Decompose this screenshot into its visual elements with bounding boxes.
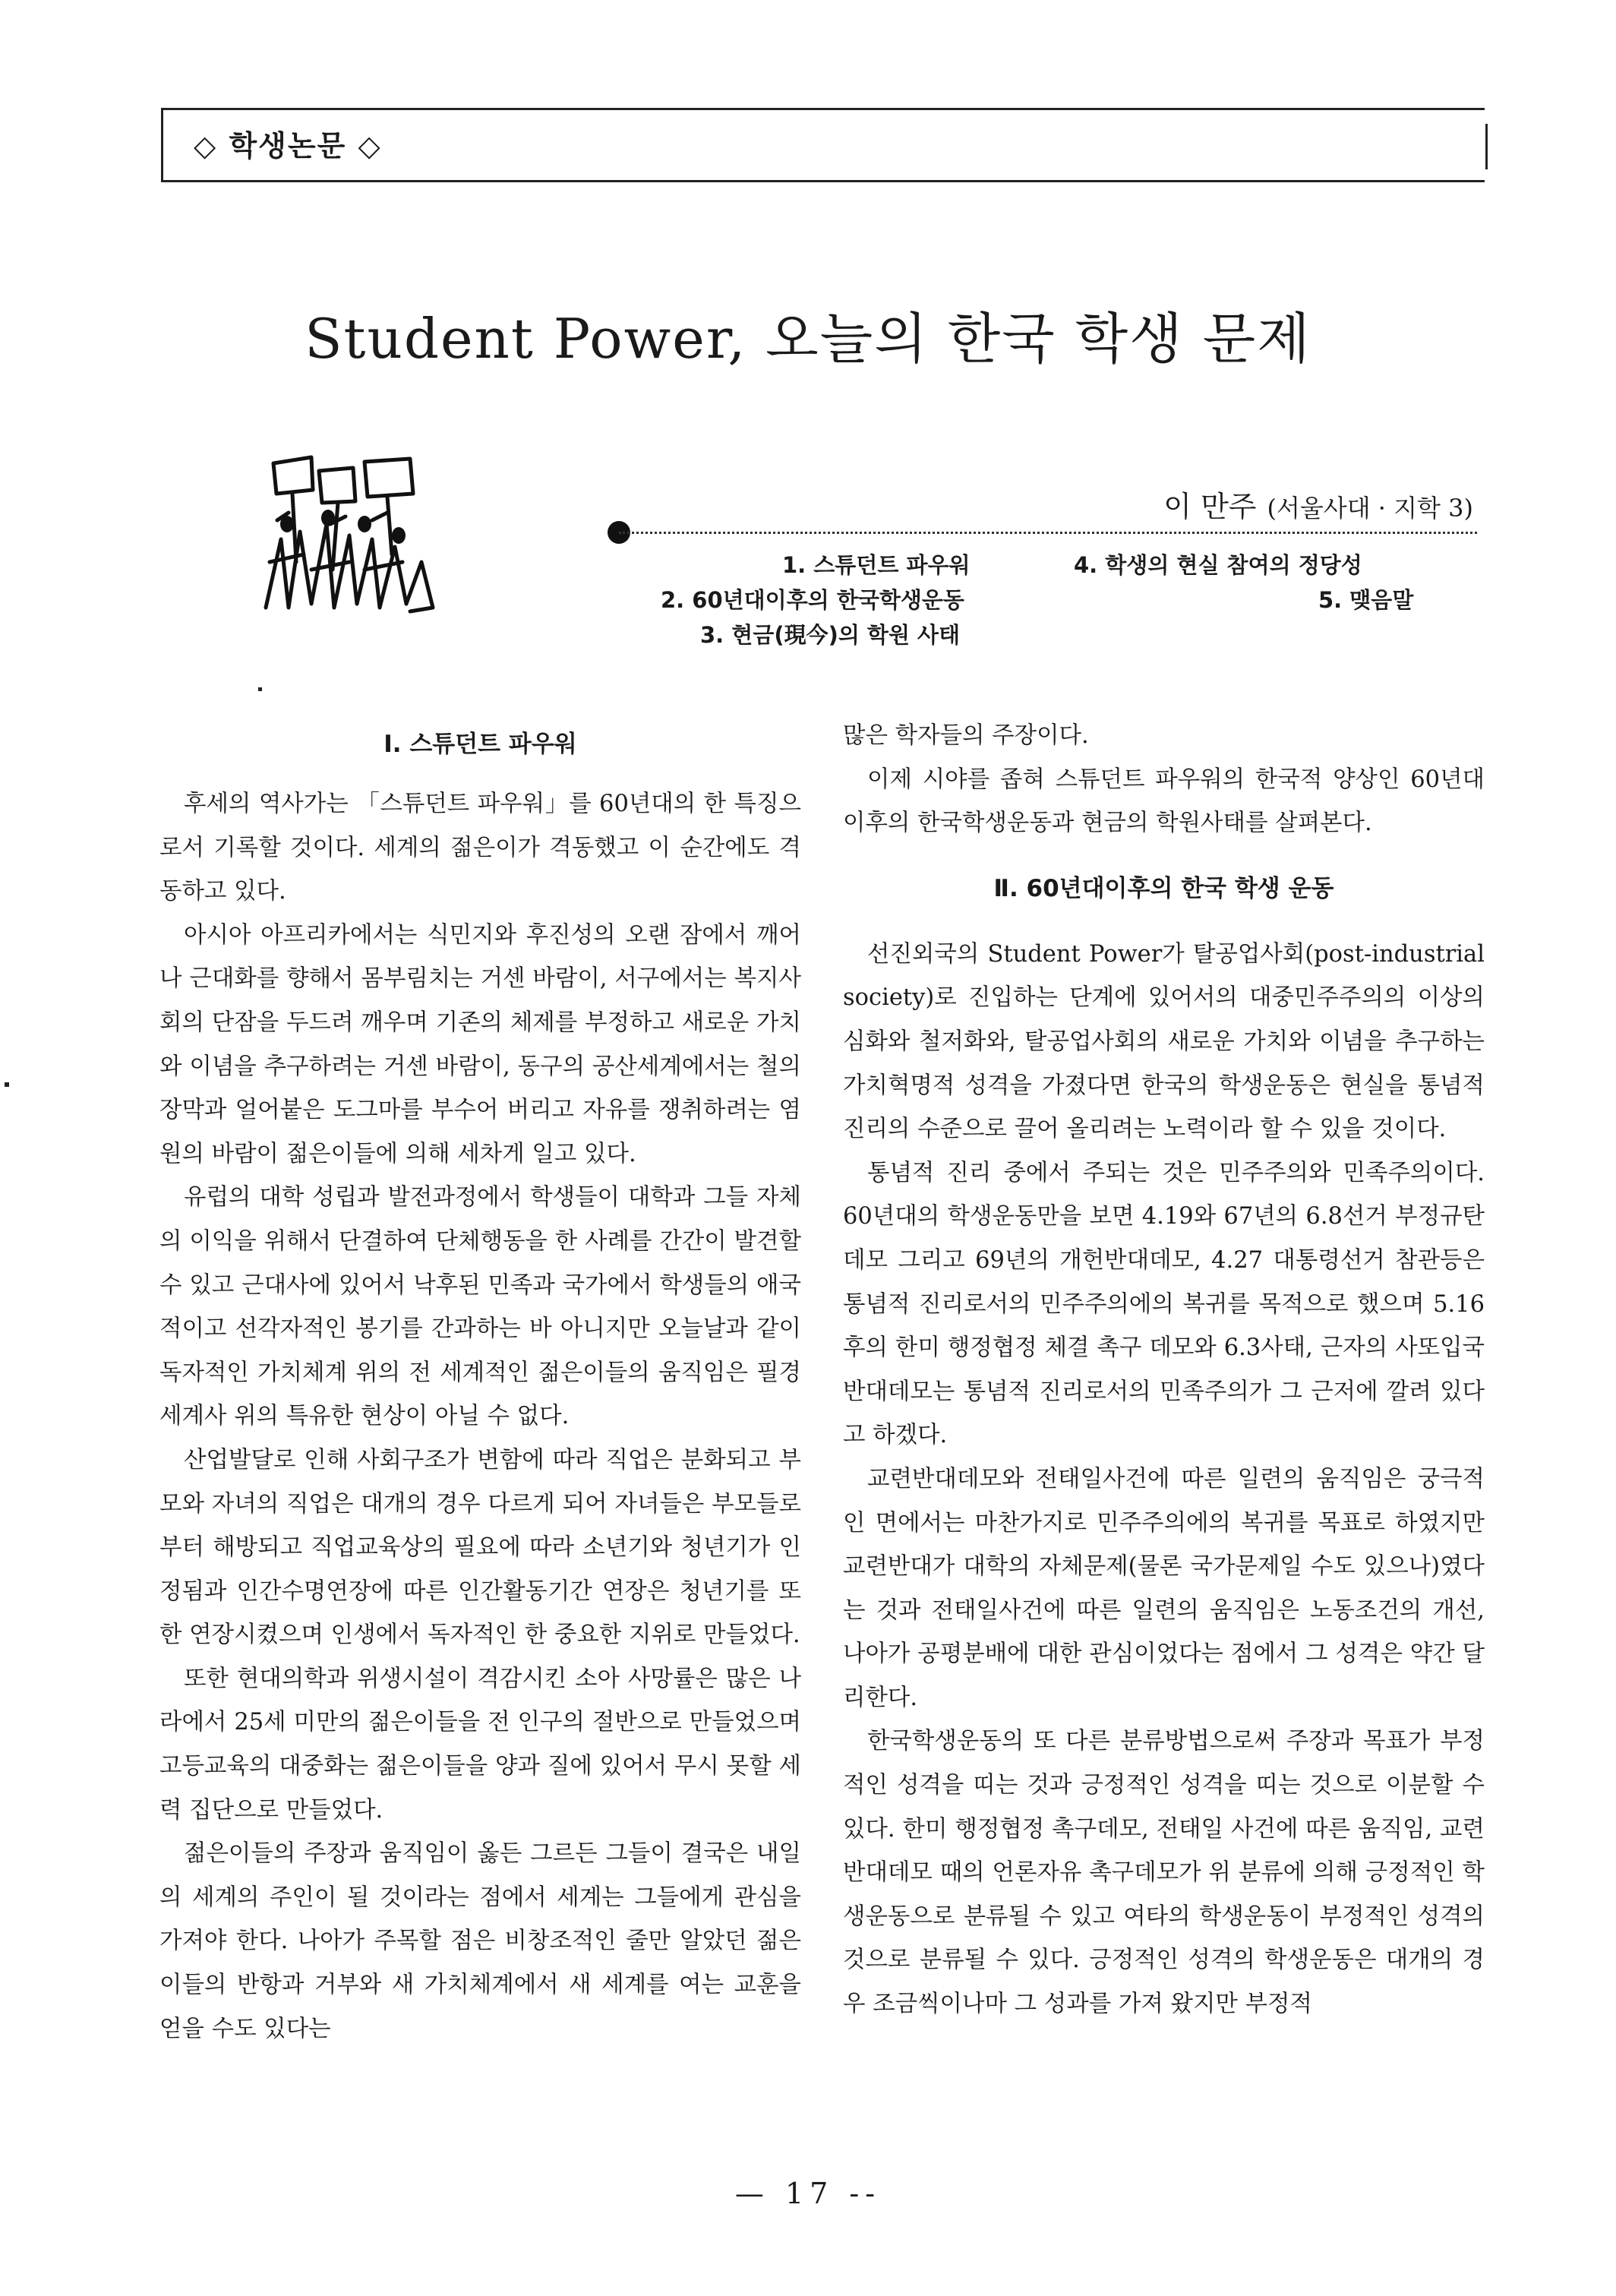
toc-item-2: 2. 60년대이후의 한국학생운동 [661,587,964,613]
toc-item-4: 4. 학생의 현실 참여의 정당성 [1074,552,1362,578]
body-paragraph: 젊은이들의 주장과 움직임이 옳든 그르든 그들이 결국은 내일의 세계의 주인이 될 것이라는 점에서 세계는 그들에게 관심을 가져야 한다. 나아가 주목할 점은 비창조적인 줄만 알았던 젊은이들의 반항과 거부와 새 가치체계에서 새 세계를 여는 교훈을 얻을 수도 있다는 [159,1840,801,2042]
header-border-tick [1485,124,1488,169]
body-paragraph: 산업발달로 인해 사회구조가 변함에 따라 직업은 분화되고 부모와 자녀의 직업은 대개의 경우 다르게 되어 자녀들은 부모들로부터 해방되고 직업교육상의 필요에 따라 소년기와 청년기가 인정됨과 인간수명연장에 따른 인간활동기간 연장은 청년기를 또한 연장시켰으며 인생에서 독자적인 한 중요한 지위로 만들었다. [159,1446,801,1649]
section-heading-2: Ⅱ. 60년대이후의 한국 학생 운동 [993,874,1334,902]
protest-sketch-illustration [258,448,440,623]
body-paragraph: 이제 시야를 좁혀 스튜던트 파우워의 한국적 양상인 60년대 이후의 한국학생운동과 현금의 학원사태를 살펴본다. [843,766,1485,837]
toc-dotted-rule [619,532,1477,534]
body-paragraph: 유럽의 대학 성립과 발전과정에서 학생들이 대학과 그들 자체의 이익을 위해서 단결하여 단체행동을 한 사례를 간간이 발견할 수 있고 근대사에 있어서 낙후된 민족과 국가에서 학생들의 애국적이고 선각자적인 봉기를 간과하는 바 아니지만 오늘날과 같이 독자적인 가치체계 위의 전 세계적인 젊은이들의 움직임은 필경 세계사 위의 특유한 현상이 아닐 수 없다. [159,1184,801,1430]
author-affiliation: (서울사대 · 지학 3) [1267,494,1473,523]
page-number: — 17 -- [734,2177,882,2210]
body-paragraph: 한국학생운동의 또 다른 분류방법으로써 주장과 목표가 부정적인 성격을 띠는 것과 긍정적인 성격을 띠는 것으로 이분할 수 있다. 한미 행정협정 촉구데모, 전태일 사건에 따른 움직임, 교련반대데모 때의 언론자유 촉구데모가 위 분류에 의해 긍정적인 학생운동으로 분류될 수 있고 여타의 학생운동이 부정적인 성격의 것으로 분류될 수 있다. 긍정적인 성격의 학생운동은 대개의 경우 조금씩이나마 그 성과를 가져 왔지만 부정적 [843,1728,1485,2018]
author-name: 이 만주 [1163,490,1257,523]
section-heading-1: Ⅰ. 스튜던트 파우워 [383,731,577,758]
body-paragraph: 통념적 진리 중에서 주되는 것은 민주주의와 민족주의이다. 60년대의 학생운동만을 보면 4.19와 67년의 6.8선거 부정규탄데모 그리고 69년의 개헌반대데모, 4.27 대통령선거 참관등은 통념적 진리로서의 민주주의에의 복귀를 목적으로 했으며 5.16후의 한미 행정협정 체결 촉구 데모와 6.3사태, 근자의 사또입국반대데모는 통념적 진리로서의 민족주의가 그 근저에 깔려 있다고 하겠다. [843,1159,1485,1449]
right-column [843,714,1485,2026]
body-paragraph: 후세의 역사가는 「스튜던트 파우워」를 60년대의 한 특징으로서 기록할 것이다. 세계의 젊은이가 격동했고 이 순간에도 격동하고 있다. [159,791,801,905]
body-paragraph-continued: 많은 학자들의 주장이다. [843,722,1089,749]
left-column [159,714,801,2051]
section-header-box [161,108,1485,182]
toc-item-5: 5. 맺음말 [1318,587,1414,613]
toc-item-1: 1. 스튜던트 파우워 [782,552,971,578]
body-paragraph: 선진외국의 Student Power가 탈공업사회(post-industrial society)로 진입하는 단계에 있어서의 대중민주주의의 이상의 심화와 철저화와, 탈공업사회의 새로운 가치와 이념을 추구하는 가치혁명적 성격을 가졌다면 한국의 학생운동은 현실을 통념적 진리의 수준으로 끌어 올리려는 노력이라 할 수 있을 것이다. [843,940,1485,1143]
scan-speck [5,1082,9,1087]
article-title: Student Power, 오늘의 한국 학생 문제 [305,307,1311,371]
section-tag: ◇ 학생논문 ◇ [194,129,382,163]
body-paragraph: 아시아 아프리카에서는 식민지와 후진성의 오랜 잠에서 깨어나 근대화를 향해서 몸부림치는 거센 바람이, 서구에서는 복지사회의 단잠을 두드려 깨우며 기존의 체제를 부정하고 새로운 가치와 이념을 추구하려는 거센 바람이, 동구의 공산세계에서는 철의 장막과 얼어붙은 도그마를 부수어 버리고 자유를 쟁취하려는 염원의 바람이 젊은이들에 의해 세차게 일고 있다. [159,921,801,1167]
body-paragraph: 교련반대데모와 전태일사건에 따른 일련의 움직임은 궁극적인 면에서는 마찬가지로 민주주의에의 복귀를 목표로 하였지만 교련반대가 대학의 자체문제(물론 국가문제일 수도 있으나)였다는 것과 전태일사건에 따른 일련의 움직임은 노동조건의 개선, 나아가 공평분배에 대한 관심이었다는 점에서 그 성격은 약간 달리한다. [843,1465,1485,1711]
scan-speck [258,687,262,691]
toc-item-3: 3. 현금(現今)의 학원 사태 [700,622,961,648]
body-paragraph: 또한 현대의학과 위생시설이 격감시킨 소아 사망률은 많은 나라에서 25세 미만의 젊은이들을 전 인구의 절반으로 만들었으며 고등교육의 대중화는 젊은이들을 양과 질에 있어서 무시 못할 세력 집단으로 만들었다. [159,1665,801,1824]
author-line [835,483,1473,525]
